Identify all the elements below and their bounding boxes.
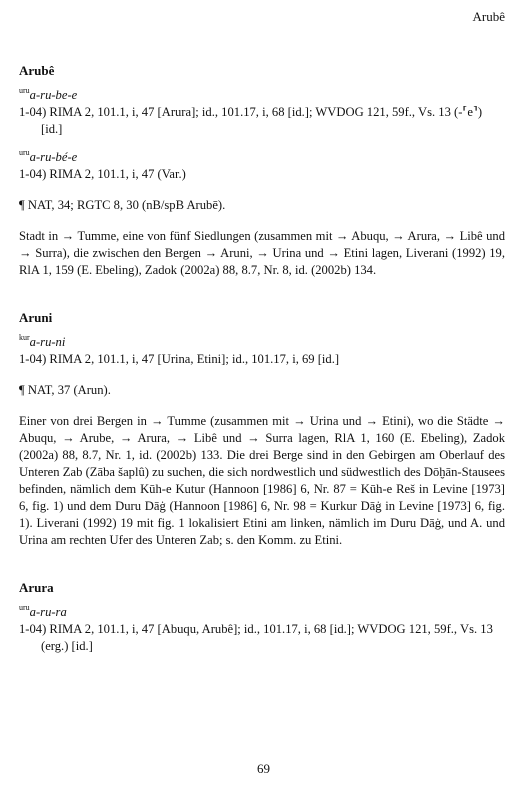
attestation: 1-04) RIMA 2, 101.1, i, 47 [Abuqu, Arubê]; id., 101.17, i, 68 [id.]; WVDOG 121, 59f., Vs. 13 (erg.) [id.] — [19, 622, 493, 653]
transliteration: a-ru-ra — [29, 605, 67, 619]
entry-title: Arubê — [19, 63, 55, 78]
transliteration: a-ru-ni — [29, 335, 66, 349]
entry-arube — [19, 62, 505, 279]
attestation: 1-04) RIMA 2, 101.1, i, 47 [Arura]; id., 101.17, i, 68 [id.]; WVDOG 121, 59f., Vs. 13 (-⸢e⸣) [id.] — [19, 105, 483, 136]
bibliography-note: ¶ NAT, 37 (Arun). — [19, 383, 111, 397]
page-number: 69 — [257, 761, 270, 776]
entry-title: Aruni — [19, 310, 53, 325]
determinative: kur — [19, 333, 30, 342]
attestation: 1-04) RIMA 2, 101.1, i, 47 (Var.) — [19, 167, 186, 181]
determinative: uru — [19, 148, 30, 157]
determinative: uru — [19, 86, 30, 95]
entry-title: Arura — [19, 580, 54, 595]
description: Einer von drei Bergen in → Tumme (zusammen mit → Urina und → Etini), wo die Städte → Abuqu, → Arube, → Arura, → Libê und → Surra lagen, RlA 1, 160 (E. Ebeling), Zadok (2002a) 88, 8.7, Nr. 1, id. (2002b) 133. Die drei Berge sind in den Gebirgen am Oberlauf des Unteren Zab (Zāba šaplû) zu suchen, die sich nordwestlich und südwestlich des Dōḫān-Stausees befinden, nämlich dem Kūh-e Kutur (Hannoon [1986] 6, Nr. 87 = Kūh-e Reš in Levine [1973] 6, fig. 1) und dem Duru Dāġ (Hannoon [1986] 6, Nr. 98 = Kurkur Dāġ in Levine [1973] 6, fig. 1). Liverani (1992) 19 mit fig. 1 lokalisiert Etini am linken, nämlich im Duru Dāġ, und A. und Urina am rechten Ufer des Unteren Zab; s. den Komm. zu Etini. — [19, 414, 505, 547]
page-content — [19, 62, 505, 655]
cuneiform-form — [19, 149, 505, 166]
description: Stadt in → Tumme, eine von fünf Siedlungen (zusammen mit → Abuqu, → Arura, → Libê und → Surra), die zwischen den Bergen → Aruni, → Urina und → Etini lagen, Liverani (1992) 19, RlA 1, 159 (E. Ebeling), Zadok (2002a) 88, 8.7, Nr. 8, id. (2002b) 134. — [19, 229, 505, 277]
determinative: uru — [19, 603, 30, 612]
entry-arura — [19, 579, 505, 655]
attestation: 1-04) RIMA 2, 101.1, i, 47 [Urina, Etini]; id., 101.17, i, 69 [id.] — [19, 352, 340, 366]
running-head: Arubê — [472, 9, 505, 24]
transliteration: a-ru-bé-e — [29, 150, 78, 164]
cuneiform-form — [19, 604, 505, 621]
transliteration: a-ru-be-e — [29, 88, 78, 102]
bibliography-note: ¶ NAT, 34; RGTC 8, 30 (nB/spB Arubē). — [19, 198, 226, 212]
cuneiform-form — [19, 334, 505, 351]
entry-aruni — [19, 309, 505, 549]
cuneiform-form — [19, 87, 505, 104]
